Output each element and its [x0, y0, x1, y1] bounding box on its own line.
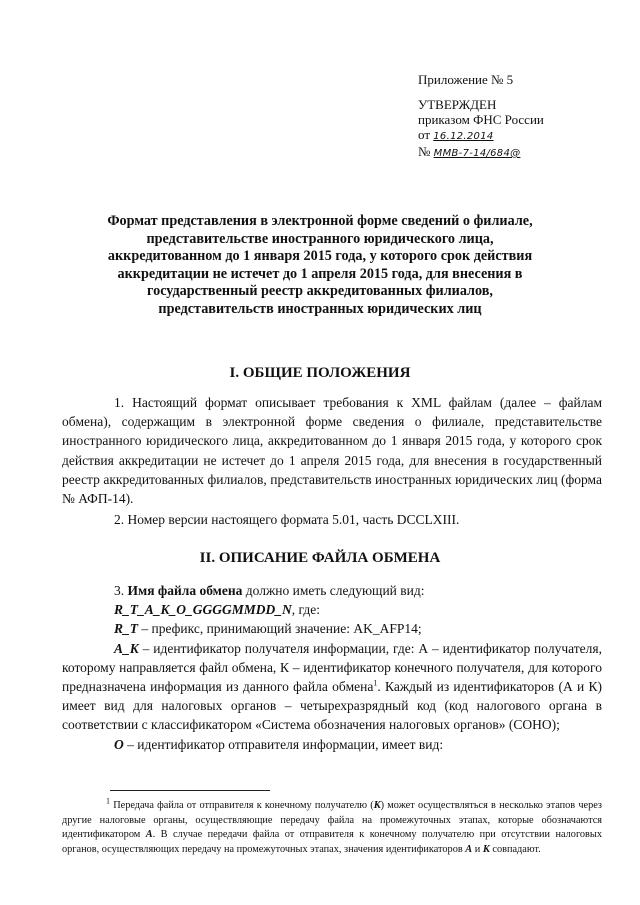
footnote-text: совпадают.: [489, 843, 541, 855]
rt-text: – префикс, принимающий значение: AK_AFP14;: [138, 621, 422, 637]
date-prefix: от: [418, 127, 431, 142]
footnote-a: А: [145, 829, 153, 841]
title-line: Формат представления в электронной форме сведений о филиале,: [107, 213, 533, 229]
footnote-mark: 1: [106, 796, 110, 806]
file-name-pattern: R_T_A_K_O_GGGGMMDD_N: [114, 602, 292, 618]
number-prefix: №: [418, 144, 431, 159]
section-heading-file-description: II. ОПИСАНИЕ ФАЙЛА ОБМЕНА: [199, 550, 441, 566]
footnote-text: Передача файла от отправителя к конечному получателю (: [110, 800, 374, 811]
p3-rest: должно иметь следующий вид:: [242, 583, 425, 598]
paragraph-2: 2. Номер версии настоящего формата 5.01, часть DCCLXIII.: [114, 512, 460, 527]
p3-intro: [62, 581, 602, 600]
title-line: представительстве иностранного юридического лица,: [146, 230, 494, 247]
order-date-handwritten: 16.12.2014: [433, 131, 494, 142]
section-heading-general: I. ОБЩИЕ ПОЛОЖЕНИЯ: [229, 365, 411, 381]
ak-text-2: . Каждый из идентификаторов (А и К) имеет вид для налоговых органов – четырехразрядный код (код налогового органа в соответствии с классификатором «Система обозначения налоговых органов» (СОНО);: [62, 679, 602, 733]
recipient-definition: [62, 639, 602, 735]
title-line: аккредитации не истечет до 1 апреля 2015 года, для внесения в: [117, 265, 523, 282]
p3-number: 3.: [114, 583, 128, 598]
footnote-separator: [110, 790, 270, 791]
footnote-k: К: [482, 843, 490, 855]
footnote-text: . В случае передачи файла от отправителя к конечному получателю при отсутствии налоговых органов, осуществляющих передачу на промежуточных этапах, значения идентификаторов: [62, 829, 602, 855]
footnote-k: К: [373, 800, 381, 811]
paragraph-3: [62, 581, 602, 754]
paragraph-1: 1. Настоящий формат описывает требования к XML файлам (далее – файлам обмена), содержащим в электронной форме сведения о филиале, представительстве иностранного юридического лица, аккредитованном до 1 января 2015 года, у которого срок действия аккредитации не истечет до 1 апреля 2015 года, для внесения в государственный реестр аккредитованных филиалов, представительств иностранных юридических лиц (форма № АФП-14).: [62, 395, 602, 507]
order-number-handwritten: ММВ-7-14/684@: [433, 148, 521, 159]
p3-bold-term: Имя файла обмена: [127, 583, 243, 598]
title-line: аккредитованном до 1 января 2015 года, у которого срок действия: [107, 248, 533, 265]
rt-term: R_T: [114, 621, 139, 637]
approval-block: [418, 97, 544, 161]
pattern-suffix: , где:: [291, 602, 320, 618]
approved-label: УТВЕРЖДЕН: [418, 97, 497, 112]
title-line: государственный реестр аккредитованных филиалов,: [147, 283, 493, 300]
o-term: O: [114, 736, 124, 752]
footnote-text: и: [472, 843, 483, 855]
file-name-pattern-line: [62, 600, 602, 619]
ak-text-1: – идентификатор получателя информации, где: А – идентификатор получателя, которому направляется файл обмена, К – идентификатор конечного получателя, для которого предназначена информация из данного файла обмена: [62, 640, 602, 695]
sender-definition: [62, 735, 602, 754]
footnote-text: ) может осуществляться в несколько этапов через другие налоговые органы, осуществляющие передачу файла на промежуточных этапах, которые обозначаются идентификатором: [62, 800, 603, 841]
o-text: – идентификатор отправителя информации, имеет вид:: [123, 736, 444, 752]
order-number-line: [418, 144, 544, 161]
order-line: приказом ФНС России: [418, 112, 544, 127]
document-title: [90, 213, 550, 319]
order-date-line: [418, 127, 544, 144]
footnote-ref: 1: [373, 678, 378, 688]
title-line: представительств иностранных юридических лиц: [158, 300, 482, 317]
ak-term: A_K: [114, 640, 139, 656]
footnote-a: А: [465, 843, 473, 855]
prefix-definition: [62, 619, 602, 638]
footnote: [62, 796, 603, 857]
appendix-label: Приложение № 5: [418, 72, 514, 87]
